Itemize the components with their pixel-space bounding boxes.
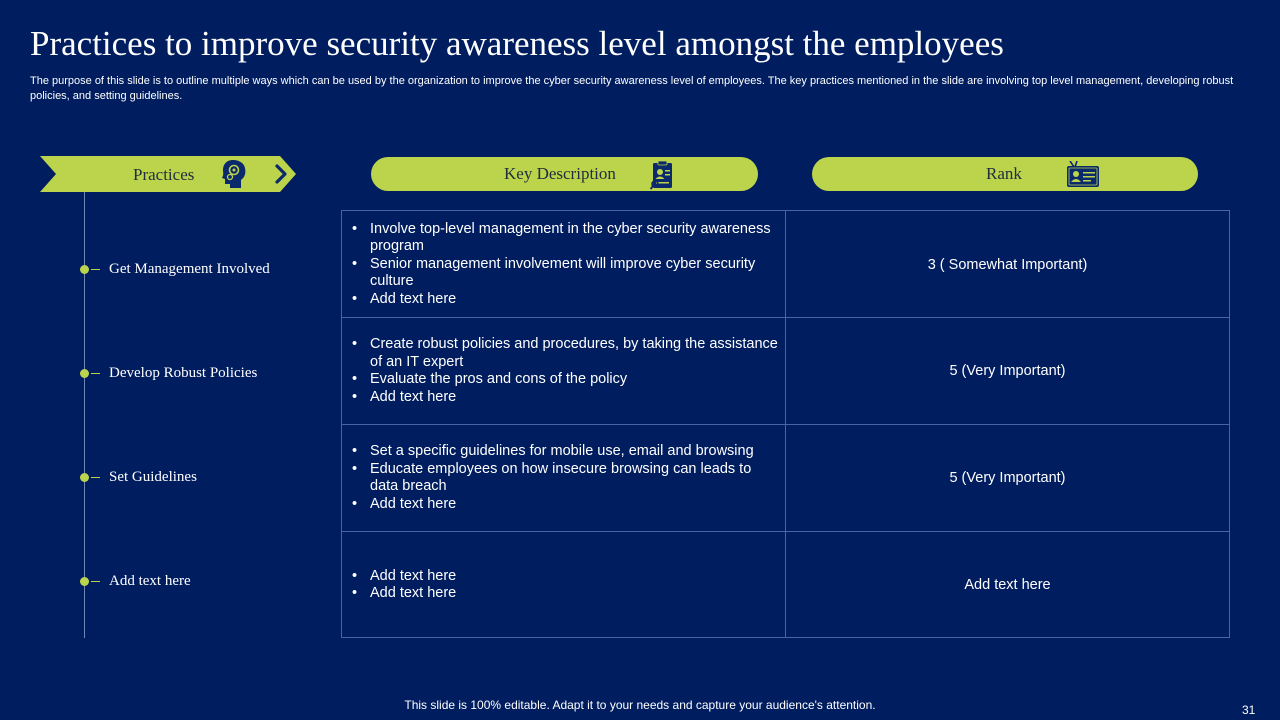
list-item: • Add text here xyxy=(370,389,780,407)
key-description-header xyxy=(371,157,758,191)
description-cell xyxy=(342,318,786,424)
list-item: • Add text here xyxy=(370,585,780,603)
description-list xyxy=(342,336,780,406)
rank-cell: 3 ( Somewhat Important) xyxy=(927,256,1088,273)
list-item: • Add text here xyxy=(370,568,780,586)
list-item: • Create robust policies and procedures, by taking the assistance of an IT expert xyxy=(370,336,780,371)
list-item: • Add text here xyxy=(370,291,780,309)
bullet-dot-icon xyxy=(80,473,89,482)
rank-header-label: Rank xyxy=(986,164,1022,183)
description-list xyxy=(342,221,780,309)
table-row xyxy=(342,317,1229,424)
practice-label: Set Guidelines xyxy=(109,468,197,485)
practice-item-add-text xyxy=(80,571,191,591)
list-item: • Senior management involvement will improve cyber security culture xyxy=(370,256,780,291)
bullet-dot-icon xyxy=(80,369,89,378)
practice-item-guidelines xyxy=(80,467,197,487)
practices-header-label: Practices xyxy=(133,165,195,184)
list-item: • Evaluate the pros and cons of the policy xyxy=(370,371,780,389)
practice-label: Add text here xyxy=(109,572,191,589)
connector-line xyxy=(91,373,100,374)
practices-header xyxy=(40,156,298,192)
connector-line xyxy=(91,269,100,270)
description-list xyxy=(342,443,780,513)
connector-line xyxy=(91,581,100,582)
practice-item-policies xyxy=(80,363,257,383)
list-item: • Add text here xyxy=(370,496,780,514)
description-cell xyxy=(342,532,786,638)
list-item: • Educate employees on how insecure browsing can leads to data breach xyxy=(370,461,780,496)
clipboard-profile-icon xyxy=(650,160,674,195)
rank-cell: 5 (Very Important) xyxy=(949,470,1066,486)
list-item: • Set a specific guidelines for mobile use, email and browsing xyxy=(370,443,780,461)
key-description-header-label: Key Description xyxy=(504,164,616,183)
id-card-icon xyxy=(1065,161,1101,194)
list-item: • Involve top-level management in the cyber security awareness program xyxy=(370,221,780,256)
chevron-right-icon xyxy=(275,164,287,189)
practice-label: Develop Robust Policies xyxy=(109,364,258,381)
bullet-dot-icon xyxy=(80,265,89,274)
rank-cell: 5 (Very Important) xyxy=(949,363,1066,379)
rank-header xyxy=(812,157,1198,191)
footer-note: This slide is 100% editable. Adapt it to your needs and capture your audience's attention. xyxy=(404,698,876,712)
rank-cell: Add text here xyxy=(964,577,1051,593)
bullet-dot-icon xyxy=(80,577,89,586)
page-title: Practices to improve security awareness level amongst the employees xyxy=(30,24,1004,63)
connector-line xyxy=(91,477,100,478)
table-row xyxy=(342,424,1229,531)
practice-item-management xyxy=(80,259,270,279)
table-row xyxy=(342,211,1229,318)
table-row xyxy=(342,531,1229,638)
description-list xyxy=(342,568,780,603)
page-subtitle: The purpose of this slide is to outline multiple ways which can be used by the organization to improve the cyber security awareness level of employees. The key practices mentioned in the slide are involving top level management, developing robust policies, and setting guidelines. xyxy=(30,75,1234,102)
description-cell xyxy=(342,425,786,531)
description-cell xyxy=(342,211,786,318)
page-number: 31 xyxy=(1242,703,1256,717)
practice-label: Get Management Involved xyxy=(109,260,270,277)
practices-table xyxy=(341,210,1230,638)
head-gear-icon xyxy=(221,159,247,194)
